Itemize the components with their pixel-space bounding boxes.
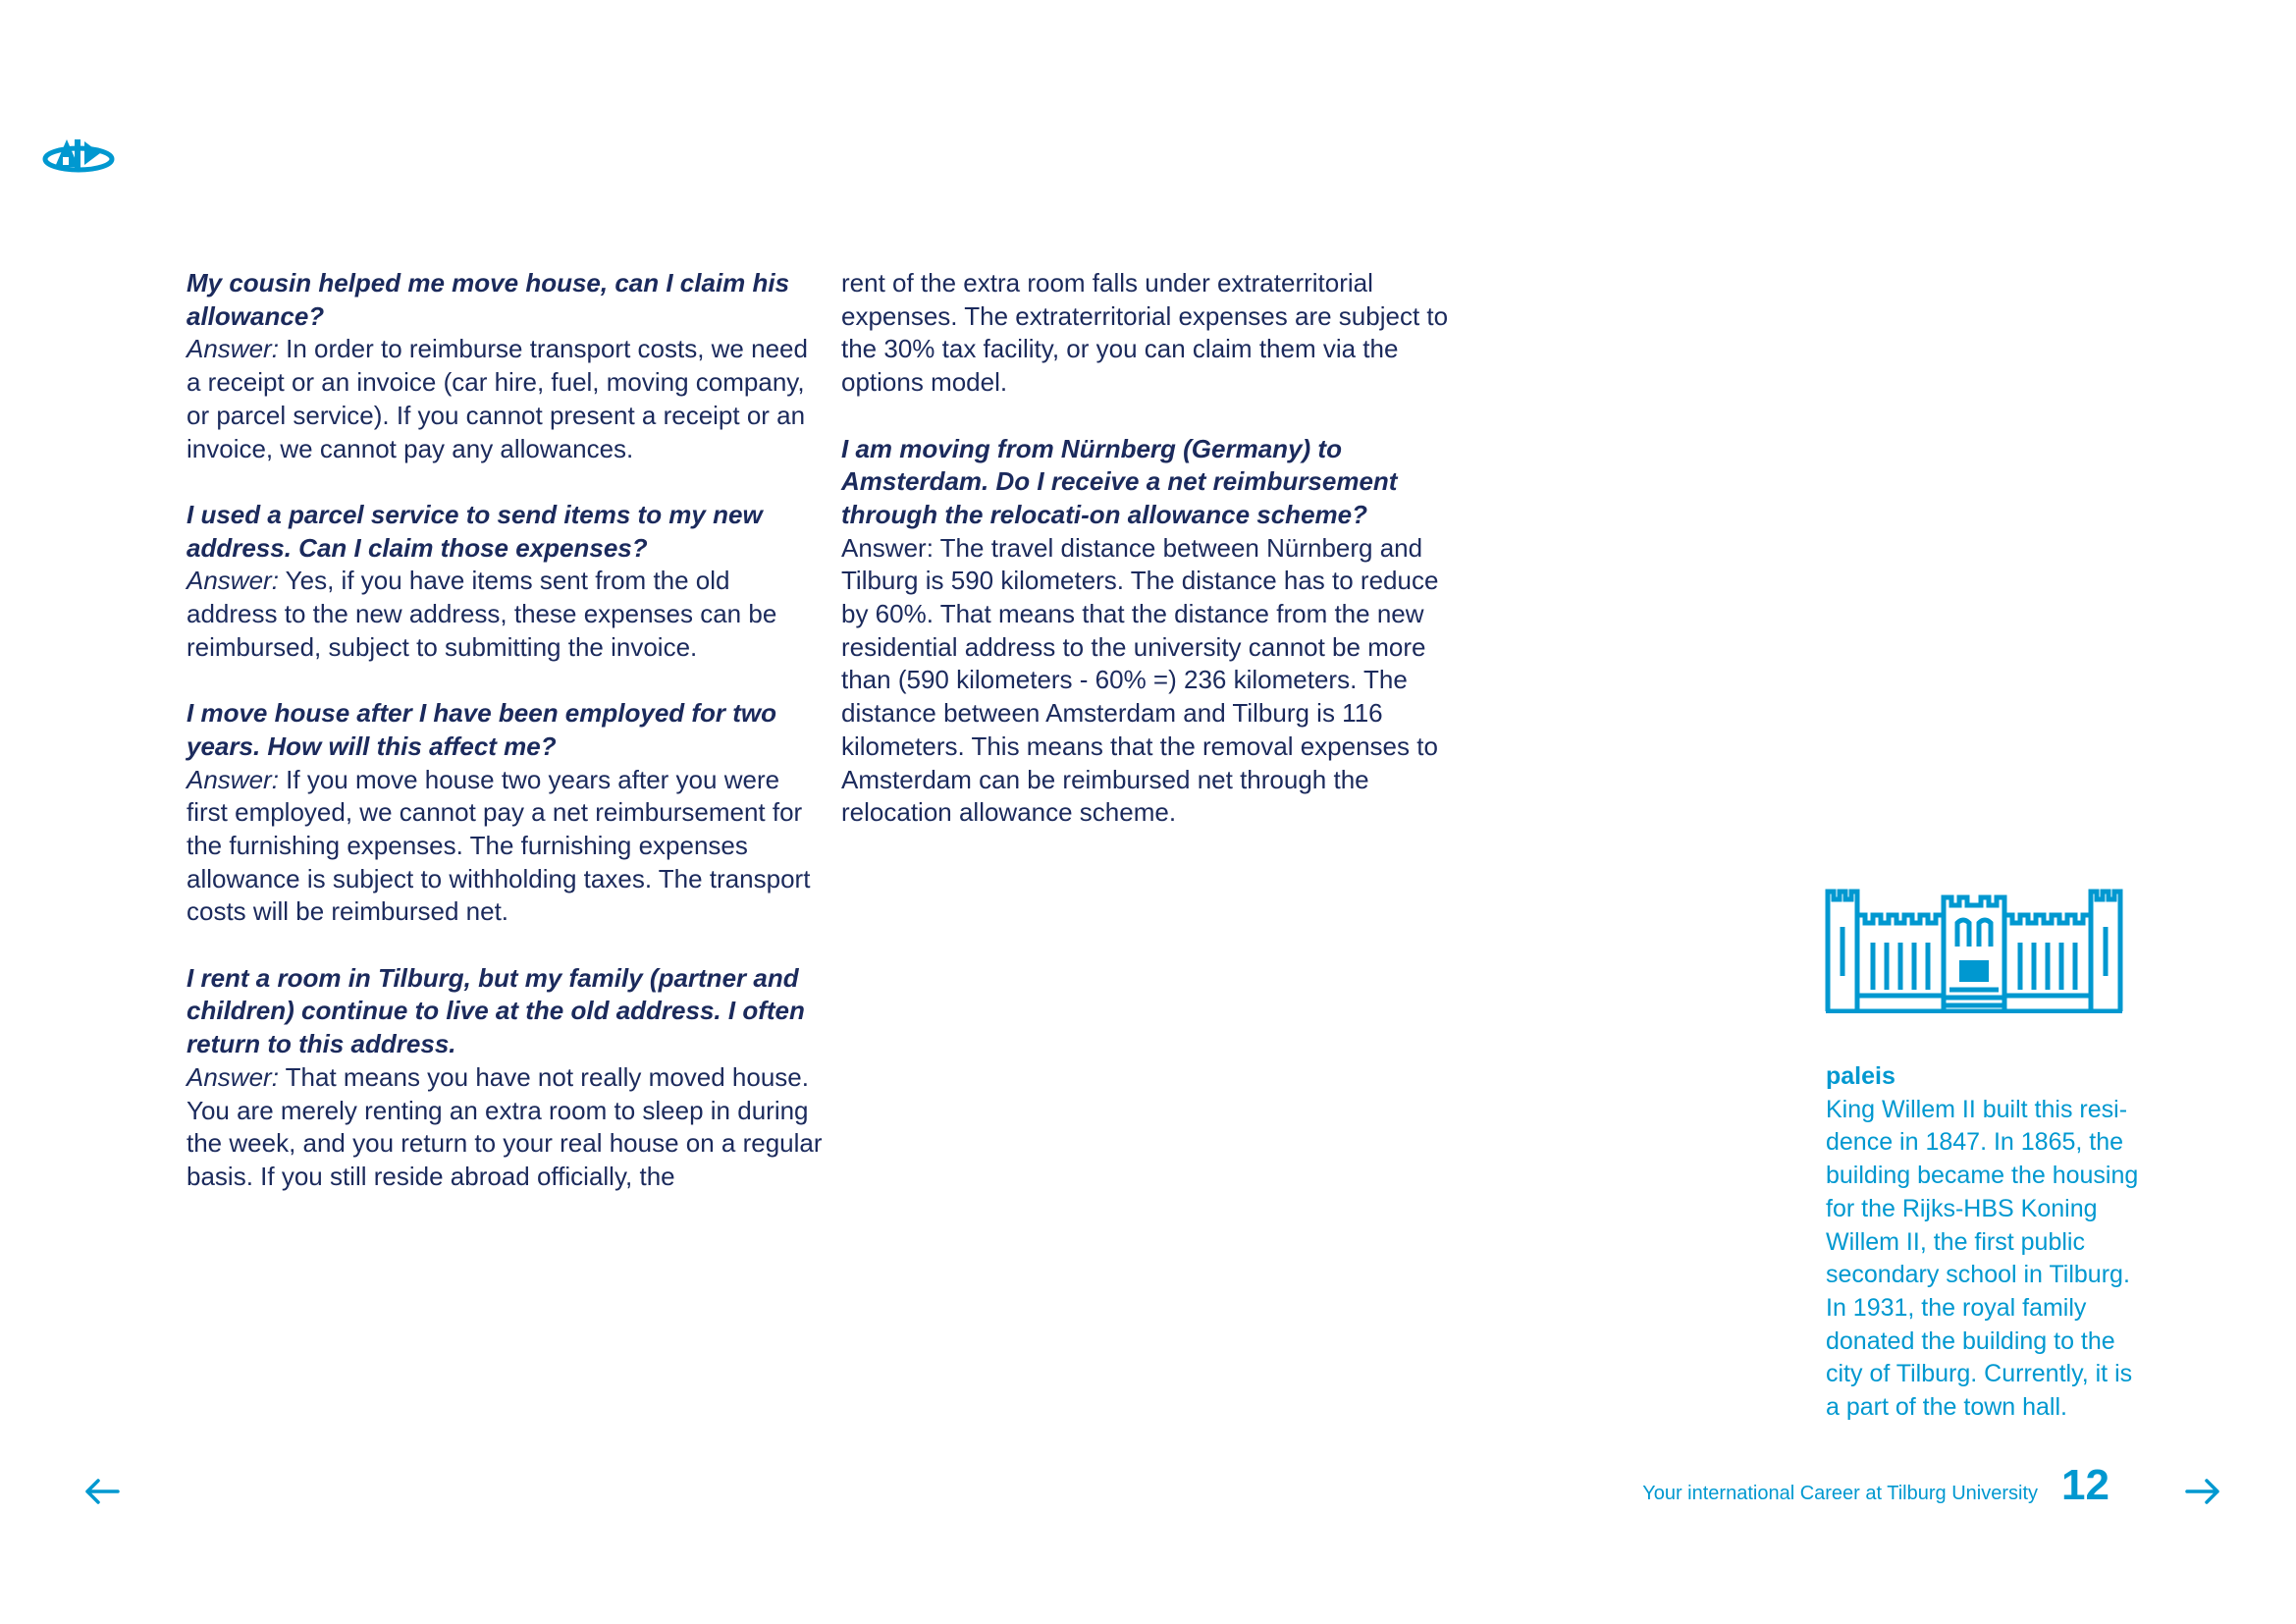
faq-answer xyxy=(187,334,808,462)
answer-text: That means you have not really moved house. You are merely renting an extra room to sleep in during the week, and you return to your real house on a regular basis. If you still reside abroad officially, the xyxy=(187,1061,823,1191)
answer-label: Answer: xyxy=(187,334,279,364)
tilburg-university-logo-icon xyxy=(41,134,116,175)
answer-text: In order to reimburse transport costs, we need a receipt or an invoice (car hire, fuel, moving company, or parcel service). If you cannot present a receipt or an invoice, we cannot pay any allowances. xyxy=(187,334,808,463)
faq-continuation xyxy=(841,267,1469,400)
faq-item xyxy=(841,433,1469,830)
caption-title: paleis xyxy=(1826,1062,1896,1090)
faq-answer xyxy=(187,765,810,927)
faq-column-right xyxy=(841,267,1469,863)
answer-label: Answer: xyxy=(187,764,279,794)
faq-question: I used a parcel service to send items to my new address. Can I claim those expenses? xyxy=(187,499,763,563)
faq-question: I am moving from Nürnberg (Germany) to Amsterdam. Do I receive a net reimbursement through the relocati-on allowance scheme? xyxy=(841,433,1398,529)
faq-item xyxy=(187,697,825,929)
faq-question: I move house after I have been employed for two years. How will this affect me? xyxy=(187,698,777,761)
faq-column-left xyxy=(187,267,825,1226)
sidebar-caption xyxy=(1826,1060,2140,1425)
faq-item xyxy=(187,267,825,465)
faq-answer: Answer: The travel distance between Nürnberg and Tilburg is 590 kilometers. The distance has to reduce by 60%. That means that the distance from the new residential address to the university cannot be more than (590 kilometers - 60% =) 236 kilometers. The distance between Amsterdam and Tilburg is 116 kilometers. This means that the removal expenses to Amsterdam can be reimbursed net through the relocation allowance scheme. xyxy=(841,532,1439,828)
continuation-text: rent of the extra room falls under extraterritorial expenses. The extraterritorial expenses are subject to the 30% tax facility, or you can claim them via the options model. xyxy=(841,268,1449,398)
faq-question: I rent a room in Tilburg, but my family (partner and children) continue to live at the old address. I often return to this address. xyxy=(187,962,805,1059)
arrow-right-icon[interactable] xyxy=(2185,1478,2220,1505)
faq-item xyxy=(187,499,825,665)
palace-castle-icon xyxy=(1824,888,2124,1013)
answer-text: Yes, if you have items sent from the old address to the new address, these expenses can be reimbursed, subject to submitting the invoice. xyxy=(187,566,777,662)
answer-label: Answer: xyxy=(187,566,279,596)
caption-body: King Willem II built this resi-dence in 1847. In 1865, the building became the housing for the Rijks-HBS Koning Willem II, the first public secondary school in Tilburg. In 1931, the royal family donated the building to the city of Tilburg. Currently, it is a part of the town hall. xyxy=(1826,1095,2139,1422)
faq-question: My cousin helped me move house, can I claim his allowance? xyxy=(187,268,790,331)
answer-text: If you move house two years after you were first employed, we cannot pay a net reimbursement for the furnishing expenses. The furnishing expenses allowance is subject to withholding taxes. The transport costs will be reimbursed net. xyxy=(187,764,811,927)
faq-answer xyxy=(187,566,776,661)
answer-label: Answer: xyxy=(187,1061,279,1092)
page-number: 12 xyxy=(2061,1461,2109,1509)
faq-item xyxy=(187,962,825,1194)
faq-answer xyxy=(187,1062,823,1191)
footer-publication-title: Your international Career at Tilburg University xyxy=(1642,1483,2038,1504)
arrow-left-icon[interactable] xyxy=(84,1478,120,1505)
